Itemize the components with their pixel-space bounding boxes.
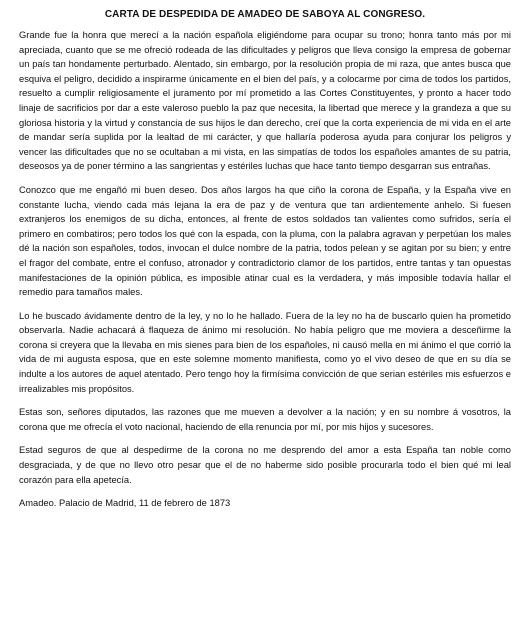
paragraph-4: Estas son, señores diputados, las razones que me mueven a devolver a la nación; y en su nombre á vosotros, la corona que me ofrecía el voto nacional, haciendo de ella renuncia por mí, por mis hijos y sucesores.: [19, 407, 511, 432]
document-title: CARTA DE DESPEDIDA DE AMADEO DE SABOYA AL CONGRESO.: [104, 9, 426, 20]
paragraph-3: Lo he buscado ávidamente dentro de la ley, y no lo he hallado. Fuera de la ley no ha de buscarlo quien ha prometido observarla. Nadie achacará á flaqueza de ánimo mi resolución. No había peligro que me moviera a desceñirme la corona si creyera que la llevaba en mis sienes para bien de los españoles, ni causó mella en mi ánimo el que corrió la vida de mi augusta esposa, que en este solemne momento manifiesta, como yo el vivo deseo de que en su día se indulte a los autores de aquel atentado. Pero tengo hoy la firmísima convicción de que serian estériles mis esfuerzos e irrealizables mis propósitos.: [19, 310, 511, 394]
paragraph-2: Conozco que me engañó mi buen deseo. Dos años largos ha que ciño la corona de España, y la España vive en constante lucha, viendo cada más lejana la era de paz y de ventura que tan ardientemente anhelo. Si fuesen extranjeros los enemigos de su dicha, entonces, al frente de estos soldados tan valientes como sufridos, sería el primero en combatiros; pero todos los qué con la espada, con la pluma, con la palabra agravan y perpetúan los males dé la nación son españoles, todos, invocan el dulce nombre de la patria, todos pelean y se agitan por su bien; y entre el fragor del combate, entre el confuso, atronador y contradictorio clamor de los partidos, entre tantas y tan opuestas manifestaciones de la opinión pública, es imposible atinar cual es la verdadera, y más imposible todavía hallar el remedio para tamaños males.: [19, 184, 511, 298]
paragraph-5: Estad seguros de que al despedirme de la corona no me desprendo del amor a esta España tan noble como desgraciada, y de que no llevo otro pesar que el de no haberme sido posible procurarla todo el bien qué mi leal corazón para ella apetecía.: [19, 445, 511, 485]
paragraph-1: Grande fue la honra que merecí a la nación española eligiéndome para ocupar su trono; honra tanto más por mi apreciada, cuanto que se me ofreció rodeada de las dificultades y peligros que lleva consigo la empresa de gobernar un país tan hondamente perturbado. Alentado, sin embargo, por la resolución propia de mi raza, que antes busca que esquiva el peligro, decidido a inspirarme únicamente en el bien del país, y a colocarme por cima de todos los partidos, resuelto a cumplir religiosamente el juramento por mí prometido a las Cortes Constituyentes, y pronto a hacer todo linaje de sacrificios por dar a este valeroso pueblo la paz que necesita, la libertad que merece y la grandeza a que su gloriosa historia y la virtud y constancia de sus hijos le dan derecho, creí que la corta experiencia de mi vida en el arte de mandar sería suplida por la lealtad de mi carácter, y que hallaría poderosa ayuda para conjurar los peligros y vencer las dificultades que no se ocultaban a mi vista, en las simpatías de todos los españoles amantes de su patria, deseosos ya de poner término a las sangrientas y estériles luchas que hace tanto tiempo desgarran sus entrañas.: [19, 30, 511, 172]
signature-line: Amadeo. Palacio de Madrid, 11 de febrero de 1873: [19, 498, 231, 509]
letter-document: [19, 8, 511, 511]
